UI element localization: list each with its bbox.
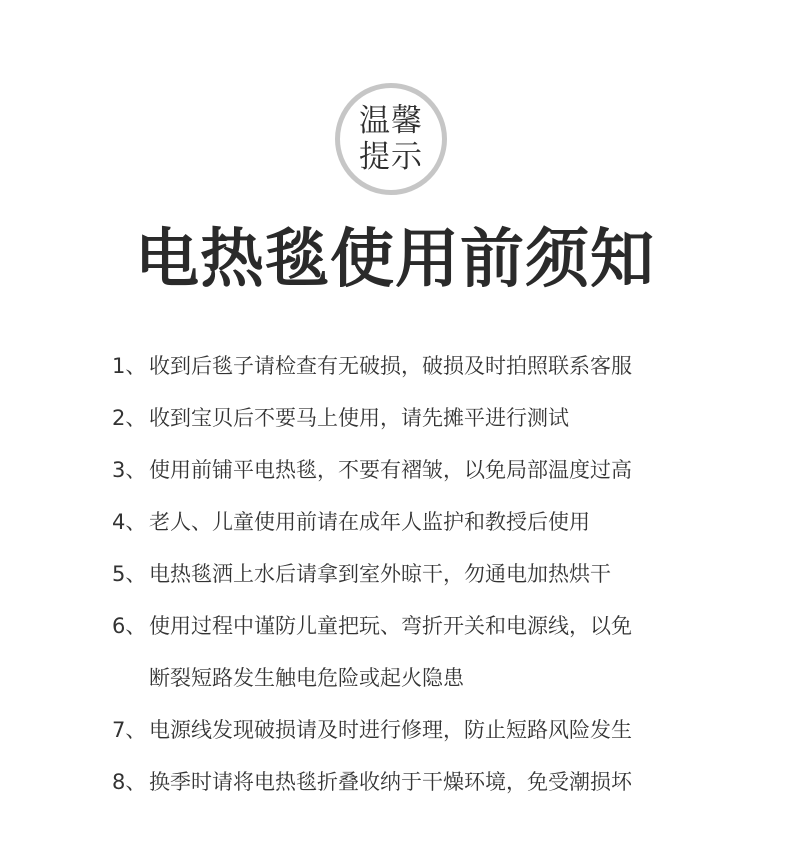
note-number: 3、 bbox=[112, 458, 147, 482]
note-line: 使用过程中谨防儿童把玩、弯折开关和电源线，以免 bbox=[149, 614, 632, 638]
note-number: 2、 bbox=[112, 406, 147, 430]
note-text bbox=[149, 340, 632, 392]
note-item bbox=[112, 548, 712, 600]
note-item bbox=[112, 392, 712, 444]
note-text bbox=[149, 704, 632, 756]
notes-list bbox=[112, 340, 712, 808]
note-line: 收到宝贝后不要马上使用，请先摊平进行测试 bbox=[149, 406, 569, 430]
note-number: 6、 bbox=[112, 614, 147, 638]
note-item bbox=[112, 704, 712, 756]
warm-tips-badge bbox=[335, 83, 447, 195]
note-text bbox=[149, 548, 611, 600]
note-text bbox=[149, 444, 632, 496]
note-item bbox=[112, 600, 712, 704]
page-title: 电热毯使用前须知 bbox=[135, 223, 655, 297]
badge-line-2: 提示 bbox=[359, 139, 423, 175]
note-text bbox=[149, 496, 590, 548]
badge-line-1: 温馨 bbox=[359, 103, 423, 139]
note-line: 换季时请将电热毯折叠收纳于干燥环境，免受潮损坏 bbox=[149, 770, 632, 794]
note-item bbox=[112, 444, 712, 496]
note-text bbox=[149, 600, 632, 704]
note-item bbox=[112, 496, 712, 548]
note-number: 7、 bbox=[112, 718, 147, 742]
note-number: 5、 bbox=[112, 562, 147, 586]
note-line: 老人、儿童使用前请在成年人监护和教授后使用 bbox=[149, 510, 590, 534]
note-text bbox=[149, 392, 569, 444]
note-line: 电源线发现破损请及时进行修理，防止短路风险发生 bbox=[149, 718, 632, 742]
note-line: 电热毯洒上水后请拿到室外晾干，勿通电加热烘干 bbox=[149, 562, 611, 586]
note-number: 1、 bbox=[112, 354, 147, 378]
note-line-continued: 断裂短路发生触电危险或起火隐患 bbox=[149, 666, 464, 690]
note-line: 收到后毯子请检查有无破损，破损及时拍照联系客服 bbox=[149, 354, 632, 378]
note-number: 8、 bbox=[112, 770, 147, 794]
note-item bbox=[112, 756, 712, 808]
note-item bbox=[112, 340, 712, 392]
note-text bbox=[149, 756, 632, 808]
note-number: 4、 bbox=[112, 510, 147, 534]
note-line: 使用前铺平电热毯，不要有褶皱，以免局部温度过高 bbox=[149, 458, 632, 482]
